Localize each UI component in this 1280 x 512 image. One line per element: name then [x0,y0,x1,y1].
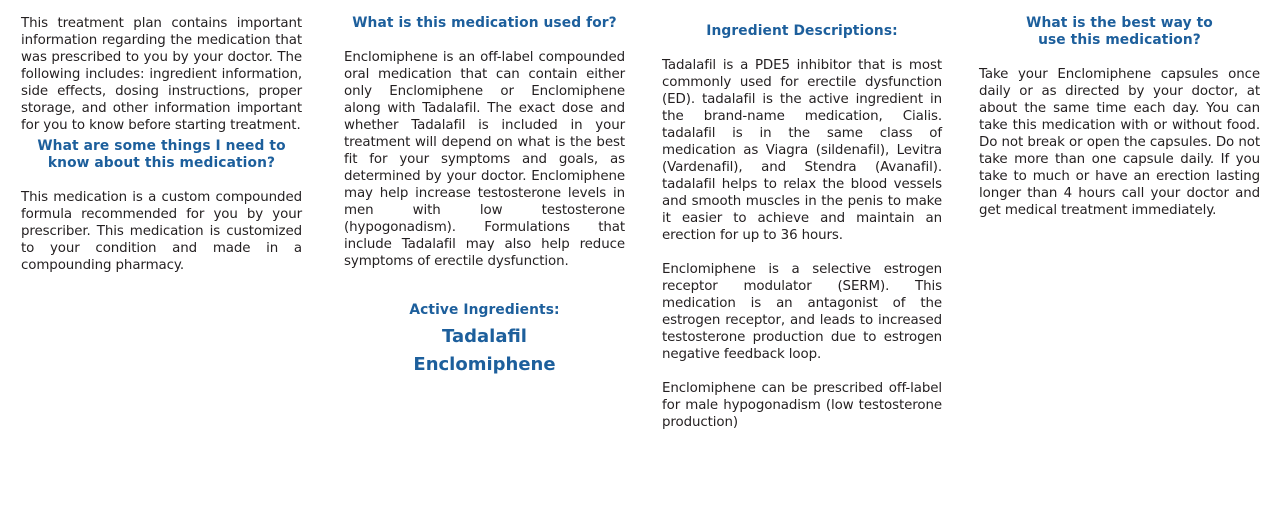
column-ingredient-descriptions [662,23,942,431]
ingredient-tadalafil: Tadalafil [442,326,527,347]
active-ingredients-heading: Active Ingredients: [409,302,560,318]
off-label-description: Enclomiphene can be prescribed off-label for male hypogonadism (low testosterone production) [662,381,942,430]
heading-line-1: What is the best way to [1026,15,1213,31]
column-intro [21,15,302,274]
column-best-way [979,15,1260,219]
tadalafil-description: Tadalafil is a PDE5 inhibitor that is most commonly used for erectile dysfunction (ED). tadalafil is the active ingredient in the brand-name medication, Cialis. tadalafil is in the same class of medication as Viagra (sildenafil), Levitra (Vardenafil), and Stendra (Avanafil). tadalafil helps to relax the blood vessels and smooth muscles in the penis to make it easier to achieve and maintain an erection for up to 36 hours. [662,58,942,243]
section-heading-best-way [979,15,1260,49]
section-heading-ingredient-descriptions: Ingredient Descriptions: [706,23,898,39]
section-heading-things-to-know [21,138,302,172]
enclomiphene-description: Enclomiphene is a selective estrogen receptor modulator (SERM). This medication is an antagonist of the estrogen receptor, and leads to increased testosterone production due to estrogen negative feedback loop. [662,262,942,362]
custom-formula-paragraph: This medication is a custom compounded formula recommended for you by your prescriber. This medication is customized to your condition and made in a compounding pharmacy. [21,190,302,273]
heading-line-2: know about this medication? [47,155,276,171]
heading-line-1: What are some things I need to [37,138,286,154]
heading-line-2: use this medication? [1038,32,1201,48]
usage-paragraph: Enclomiphene is an off-label compounded oral medication that can contain either only Enclomiphene or Enclomiphene along with Tadalafil. The exact dose and whether Tadalafil is included in your treatment will depend on what is the best fit for your symptoms and goals, as determined by your doctor. Enclomiphene may help increase testosterone levels in men with low testosterone (hypogonadism). Formulations that include Tadalafil may also help reduce symptoms of erectile dysfunction. [344,50,625,269]
section-heading-used-for: What is this medication used for? [352,15,617,31]
ingredient-enclomiphene: Enclomiphene [413,354,556,375]
directions-paragraph: Take your Enclomiphene capsules once daily or as directed by your doctor, at about the same time each day. You can take this medication with or without food. Do not break or open the capsules. Do not take more than one capsule daily. If you take to much or have an erection lasting longer than 4 hours call your doctor and get medical treatment immediately. [979,67,1260,218]
intro-paragraph: This treatment plan contains important information regarding the medication that was prescribed to you by your doctor. The following includes: ingredient information, side effects, dosing instructions, proper storage, and other information important for you to know before starting treatment. [21,16,302,133]
column-usage [344,15,625,379]
